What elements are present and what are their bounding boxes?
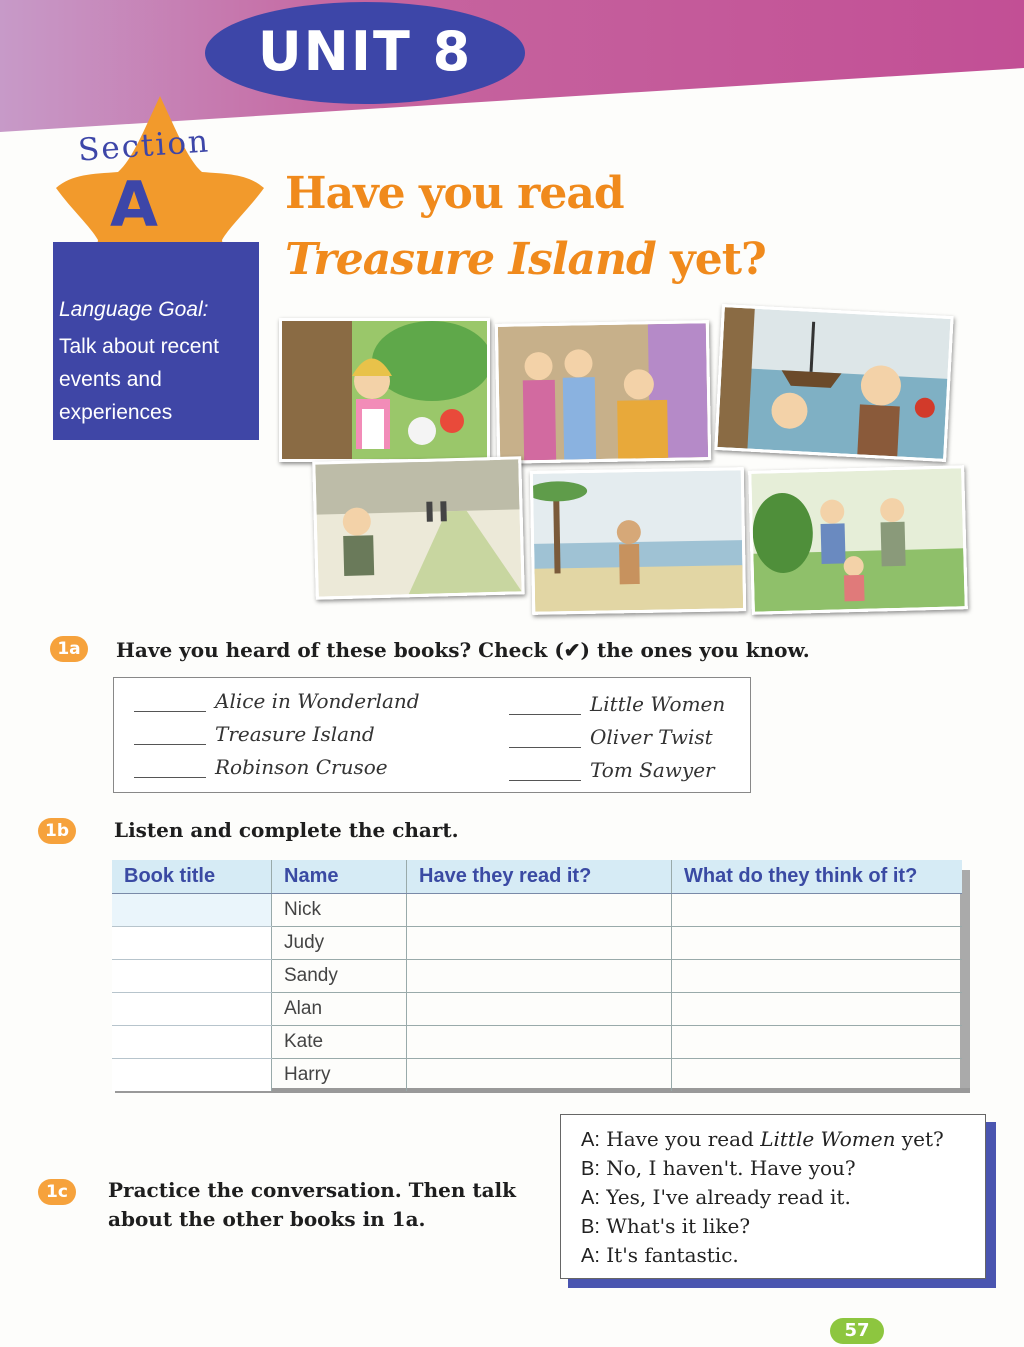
line-text: Yes, I've already read it.	[606, 1185, 851, 1209]
table-row	[112, 1026, 962, 1059]
opinion-cell[interactable]	[672, 993, 963, 1026]
book-robinson-crusoe: Robinson Crusoe	[215, 755, 388, 779]
have-read-cell[interactable]	[407, 1026, 672, 1059]
book-title-cell[interactable]	[112, 993, 272, 1026]
book-treasure-island: Treasure Island	[215, 722, 375, 746]
conversation-line	[581, 1127, 944, 1152]
opinion-cell[interactable]	[672, 1026, 963, 1059]
name-cell: Nick	[272, 894, 407, 927]
header-opinion: What do they think of it?	[672, 860, 963, 894]
goal-text: Talk about recent events and experiences	[59, 335, 219, 424]
opinion-cell[interactable]	[672, 1059, 963, 1092]
book-alice: Alice in Wonderland	[215, 689, 420, 713]
conversation-line	[581, 1243, 739, 1268]
treasure-island-illustration	[714, 304, 953, 462]
have-read-cell[interactable]	[407, 960, 672, 993]
title-book-name: Treasure Island	[285, 234, 656, 285]
section-word: Section	[76, 123, 212, 169]
books-checklist	[113, 677, 751, 793]
conversation-line	[581, 1214, 750, 1239]
line-text: Have you read	[606, 1127, 761, 1151]
table-row	[112, 960, 962, 993]
header-book-title: Book title	[112, 860, 272, 894]
little-women-illustration	[495, 320, 711, 464]
have-read-cell[interactable]	[407, 927, 672, 960]
book-title-cell[interactable]	[112, 927, 272, 960]
speaker: A:	[581, 1245, 600, 1267]
alice-illustration	[279, 318, 490, 462]
page-number: 57	[830, 1318, 884, 1344]
check-blank-oliver-twist[interactable]	[509, 747, 581, 748]
book-title-cell[interactable]	[112, 1026, 272, 1059]
line-text: No, I haven't. Have you?	[606, 1156, 856, 1180]
book-title-cell[interactable]	[112, 894, 272, 927]
check-blank-tom-sawyer[interactable]	[509, 780, 581, 781]
robinson-crusoe-illustration	[530, 467, 746, 615]
line-text: It's fantastic.	[606, 1243, 739, 1267]
check-blank-alice[interactable]	[134, 711, 206, 712]
instruction-1c-line2: about the other books in 1a.	[108, 1207, 426, 1231]
tom-sawyer-illustration	[748, 465, 968, 615]
check-blank-little-women[interactable]	[509, 714, 581, 715]
badge-1b: 1b	[38, 818, 76, 844]
instruction-1c-line1: Practice the conversation. Then talk	[108, 1178, 516, 1202]
conversation-line	[581, 1185, 851, 1210]
speaker: A:	[581, 1187, 600, 1209]
unit-title: UNIT 8	[257, 20, 473, 83]
line-text-end: yet?	[895, 1127, 944, 1151]
have-read-cell[interactable]	[407, 1059, 672, 1092]
have-read-cell[interactable]	[407, 894, 672, 927]
opinion-cell[interactable]	[672, 927, 963, 960]
table-row	[112, 927, 962, 960]
badge-1c: 1c	[38, 1179, 76, 1205]
name-cell: Harry	[272, 1059, 407, 1092]
header-have-read: Have they read it?	[407, 860, 672, 894]
book-name: Little Women	[760, 1127, 896, 1151]
speaker: A:	[581, 1129, 600, 1151]
book-tom-sawyer: Tom Sawyer	[590, 758, 715, 782]
name-cell: Alan	[272, 993, 407, 1026]
section-letter: A	[110, 168, 158, 241]
speaker: B:	[581, 1158, 600, 1180]
book-little-women: Little Women	[590, 692, 726, 716]
name-cell: Kate	[272, 1026, 407, 1059]
line-text: What's it like?	[606, 1214, 751, 1238]
instruction-1a: Have you heard of these books? Check (✔) the ones you know.	[116, 638, 810, 662]
goal-label: Language Goal:	[59, 298, 209, 321]
page-title-line1: Have you read	[285, 168, 624, 219]
header-name: Name	[272, 860, 407, 894]
check-blank-treasure-island[interactable]	[134, 744, 206, 745]
have-read-cell[interactable]	[407, 993, 672, 1026]
title-suffix: yet?	[655, 234, 766, 285]
conversation-line	[581, 1156, 856, 1181]
book-title-cell[interactable]	[112, 960, 272, 993]
name-cell: Sandy	[272, 960, 407, 993]
table-row	[112, 1059, 962, 1092]
book-title-cell[interactable]	[112, 1059, 272, 1092]
conversation-box	[560, 1114, 986, 1279]
table-row	[112, 993, 962, 1026]
name-cell: Judy	[272, 927, 407, 960]
opinion-cell[interactable]	[672, 894, 963, 927]
check-blank-robinson-crusoe[interactable]	[134, 777, 206, 778]
badge-1a: 1a	[50, 636, 88, 662]
opinion-cell[interactable]	[672, 960, 963, 993]
speaker: B:	[581, 1216, 600, 1238]
page-title-line2	[285, 234, 766, 285]
language-goal-box	[53, 242, 259, 440]
listening-chart	[112, 860, 962, 1090]
table-row	[112, 894, 962, 927]
oliver-twist-illustration	[312, 456, 525, 599]
book-oliver-twist: Oliver Twist	[590, 725, 713, 749]
instruction-1b: Listen and complete the chart.	[114, 818, 459, 842]
